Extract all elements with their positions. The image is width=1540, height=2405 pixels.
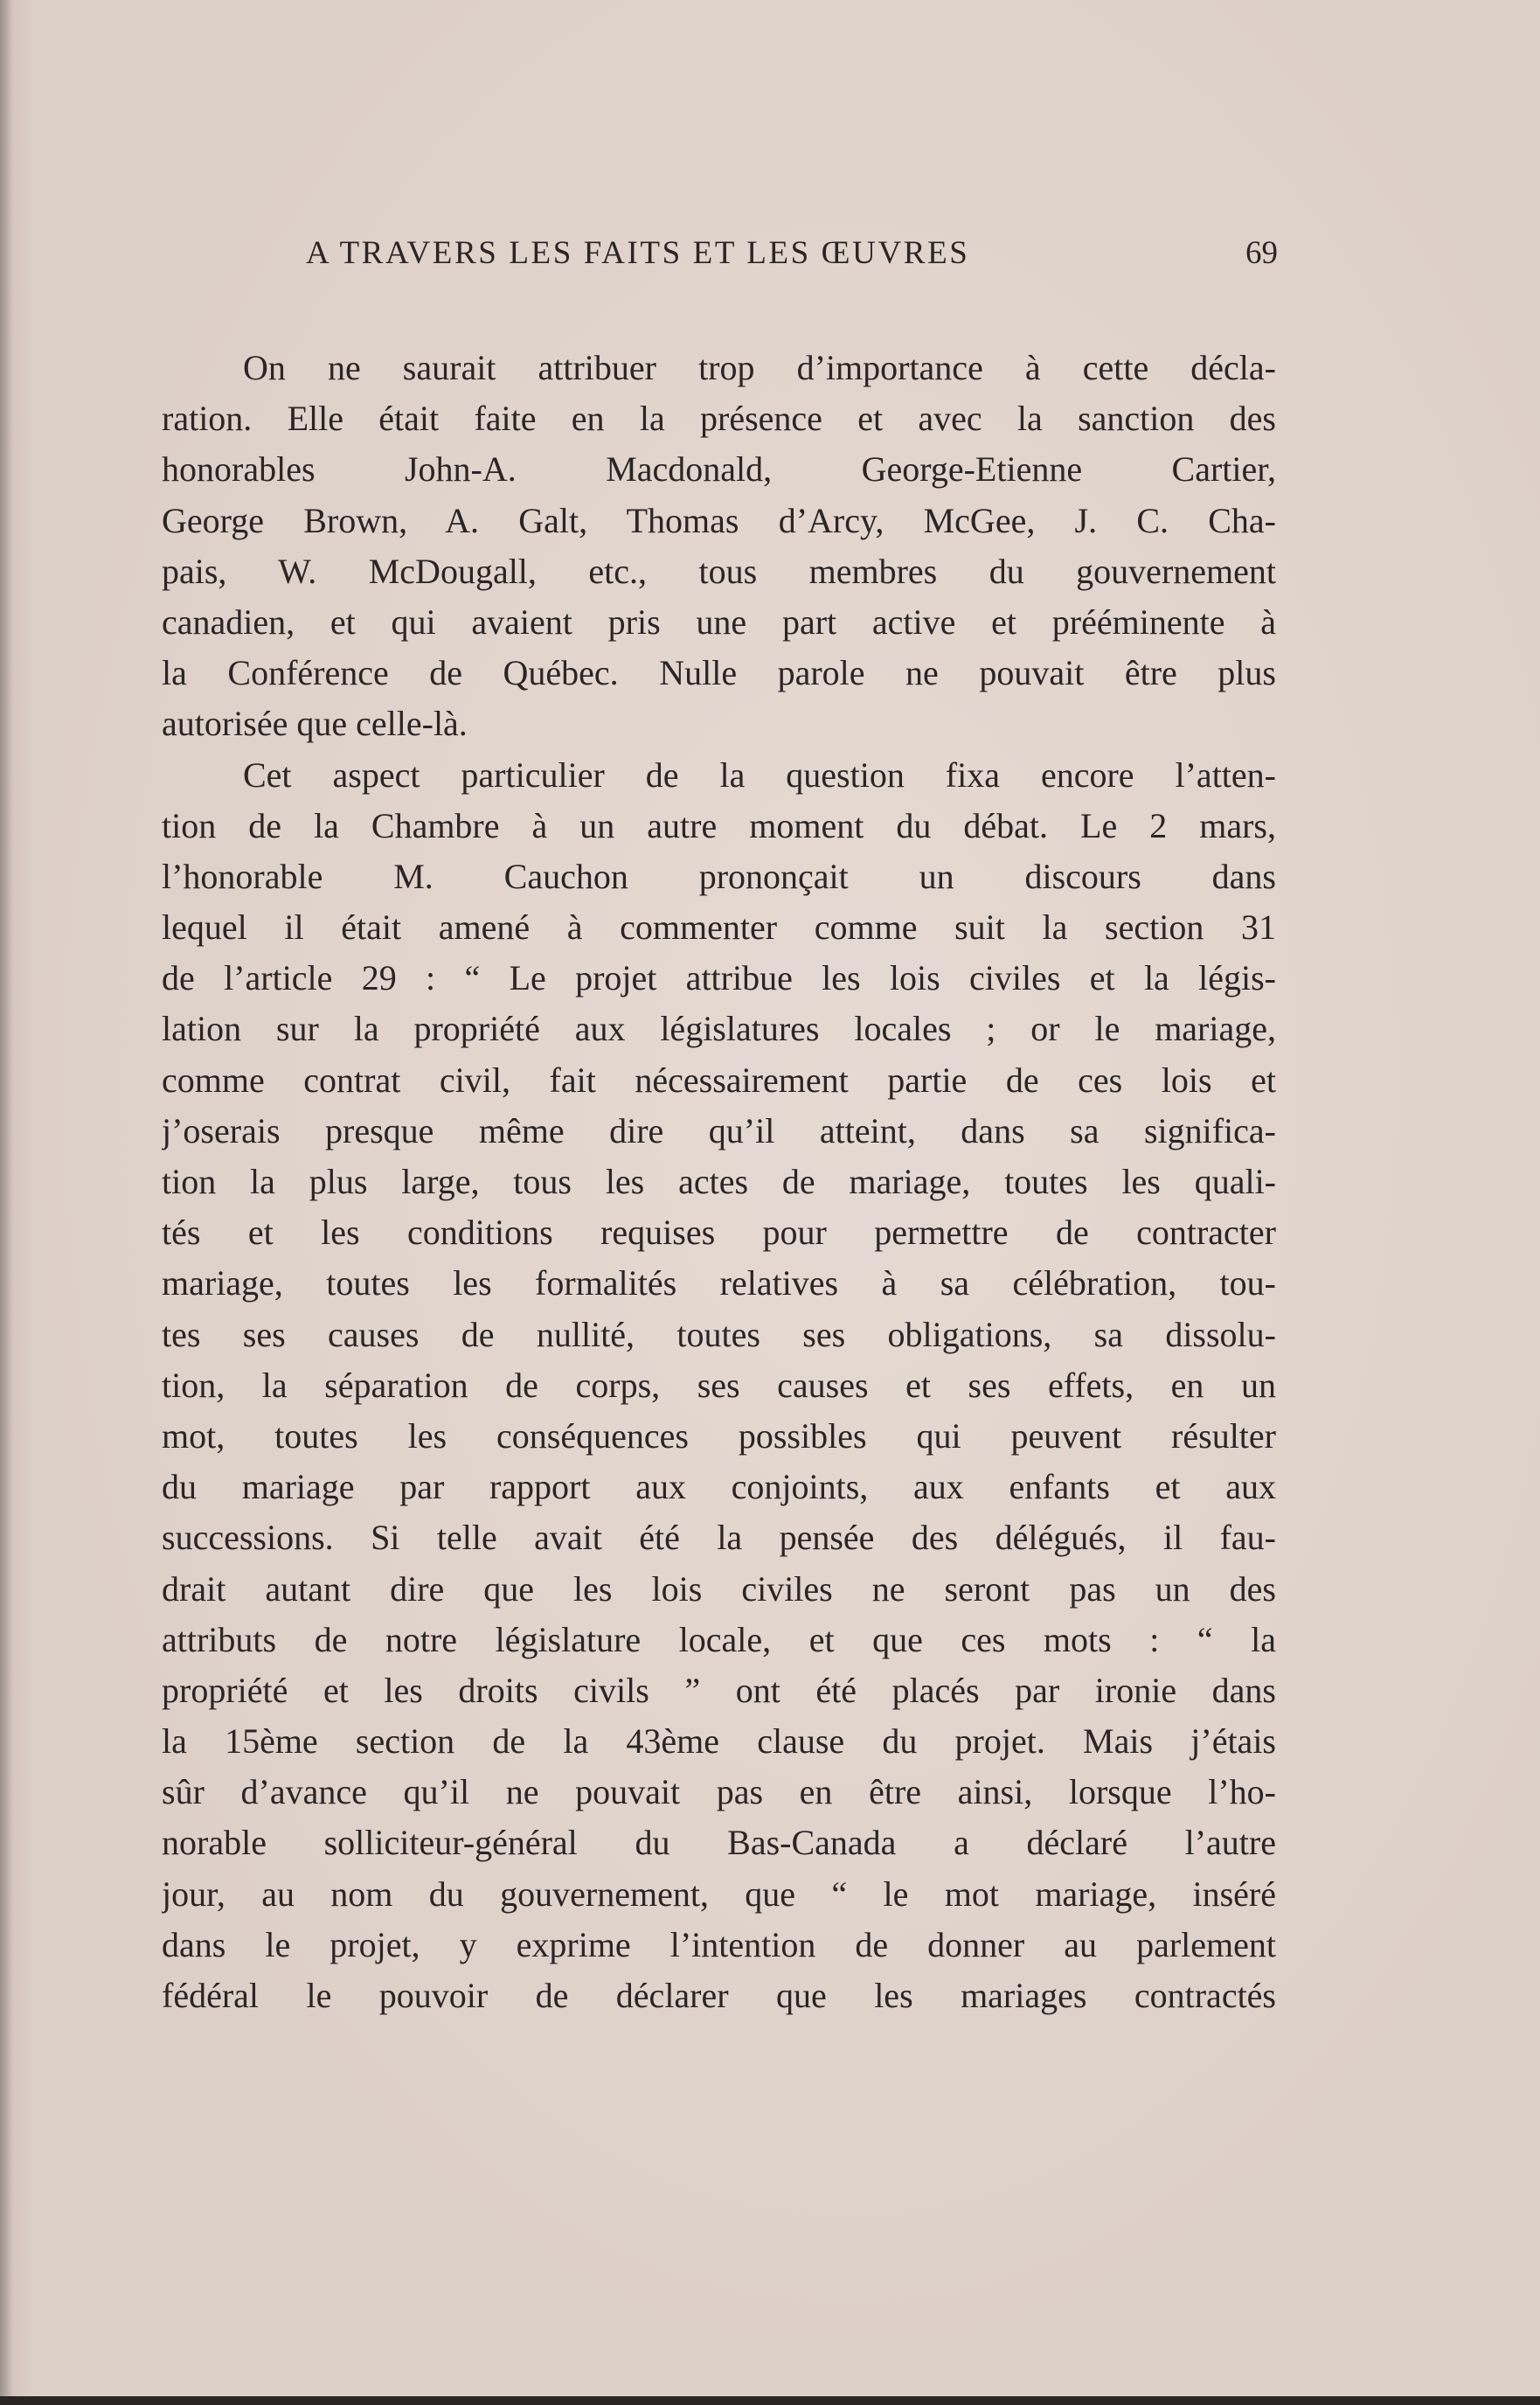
text-line: honorables John-A. Macdonald, George-Etienne Cartier,	[162, 449, 1276, 490]
text-line: fédéral le pouvoir de déclarer que les mariages contractés	[162, 1976, 1276, 2015]
text-line: tion, la séparation de corps, ses causes et ses effets, en un	[162, 1365, 1276, 1405]
text-line: tes ses causes de nullité, toutes ses obligations, sa dissolu-	[162, 1314, 1276, 1354]
page-gutter-shadow	[0, 0, 12, 2405]
text-line: lequel il était amené à commenter comme suit la section 31	[162, 907, 1276, 948]
text-line: jour, au nom du gouvernement, que “ le mot mariage, inséré	[162, 1873, 1276, 1914]
text-line: George Brown, A. Galt, Thomas d’Arcy, McGee, J. C. Cha-	[162, 500, 1276, 540]
text-line: comme contrat civil, fait nécessairement partie de ces lois et	[162, 1060, 1276, 1100]
body-text	[162, 343, 1276, 2021]
text-line: tés et les conditions requises pour permettre de contracter	[162, 1213, 1276, 1253]
text-line: dans le projet, y exprime l’intention de donner au parlement	[162, 1924, 1276, 1964]
text-line: du mariage par rapport aux conjoints, aux enfants et aux	[162, 1467, 1276, 1507]
text-line: Cet aspect particulier de la question fixa encore l’atten-	[243, 754, 1276, 795]
text-line: j’oserais presque même dire qu’il atteint, dans sa significa-	[162, 1110, 1276, 1150]
page-number: 69	[1245, 235, 1278, 271]
text-line: lation sur la propriété aux législatures locales ; or le mariage,	[162, 1009, 1276, 1049]
text-line: ration. Elle était faite en la présence et avec la sanction des	[162, 399, 1276, 439]
page-header	[306, 234, 1278, 278]
text-line: pais, W. McDougall, etc., tous membres du gouvernement	[162, 551, 1276, 591]
running-title: A TRAVERS LES FAITS ET LES ŒUVRES	[306, 235, 970, 271]
text-line: de l’article 29 : “ Le projet attribue les lois civiles et la légis-	[162, 958, 1276, 998]
text-line: la 15ème section de la 43ème clause du projet. Mais j’étais	[162, 1721, 1276, 1762]
text-line: successions. Si telle avait été la pensée des délégués, il fau-	[162, 1518, 1276, 1558]
text-line: la Conférence de Québec. Nulle parole ne pouvait être plus	[162, 653, 1276, 693]
text-line: mot, toutes les conséquences possibles qui peuvent résulter	[162, 1415, 1276, 1456]
text-line: sûr d’avance qu’il ne pouvait pas en être ainsi, lorsque l’ho-	[162, 1772, 1276, 1812]
text-line: drait autant dire que les lois civiles ne seront pas un des	[162, 1568, 1276, 1609]
text-line: l’honorable M. Cauchon prononçait un discours dans	[162, 856, 1276, 896]
text-line: attributs de notre législature locale, et que ces mots : “ la	[162, 1619, 1276, 1659]
text-line: On ne saurait attribuer trop d’importance à cette décla-	[243, 348, 1276, 387]
text-line: autorisée que celle-là.	[162, 704, 468, 744]
text-line: tion la plus large, tous les actes de mariage, toutes les quali-	[162, 1162, 1276, 1201]
text-line: mariage, toutes les formalités relatives à sa célébration, tou-	[162, 1263, 1276, 1303]
page-bottom-edge	[0, 2396, 1540, 2405]
text-line: canadien, et qui avaient pris une part active et prééminente à	[162, 601, 1276, 642]
text-line: propriété et les droits civils ” ont été placés par ironie dans	[162, 1670, 1276, 1710]
text-line: tion de la Chambre à un autre moment du débat. Le 2 mars,	[162, 805, 1276, 845]
text-line: norable solliciteur-général du Bas-Canada a déclaré l’autre	[162, 1823, 1276, 1863]
